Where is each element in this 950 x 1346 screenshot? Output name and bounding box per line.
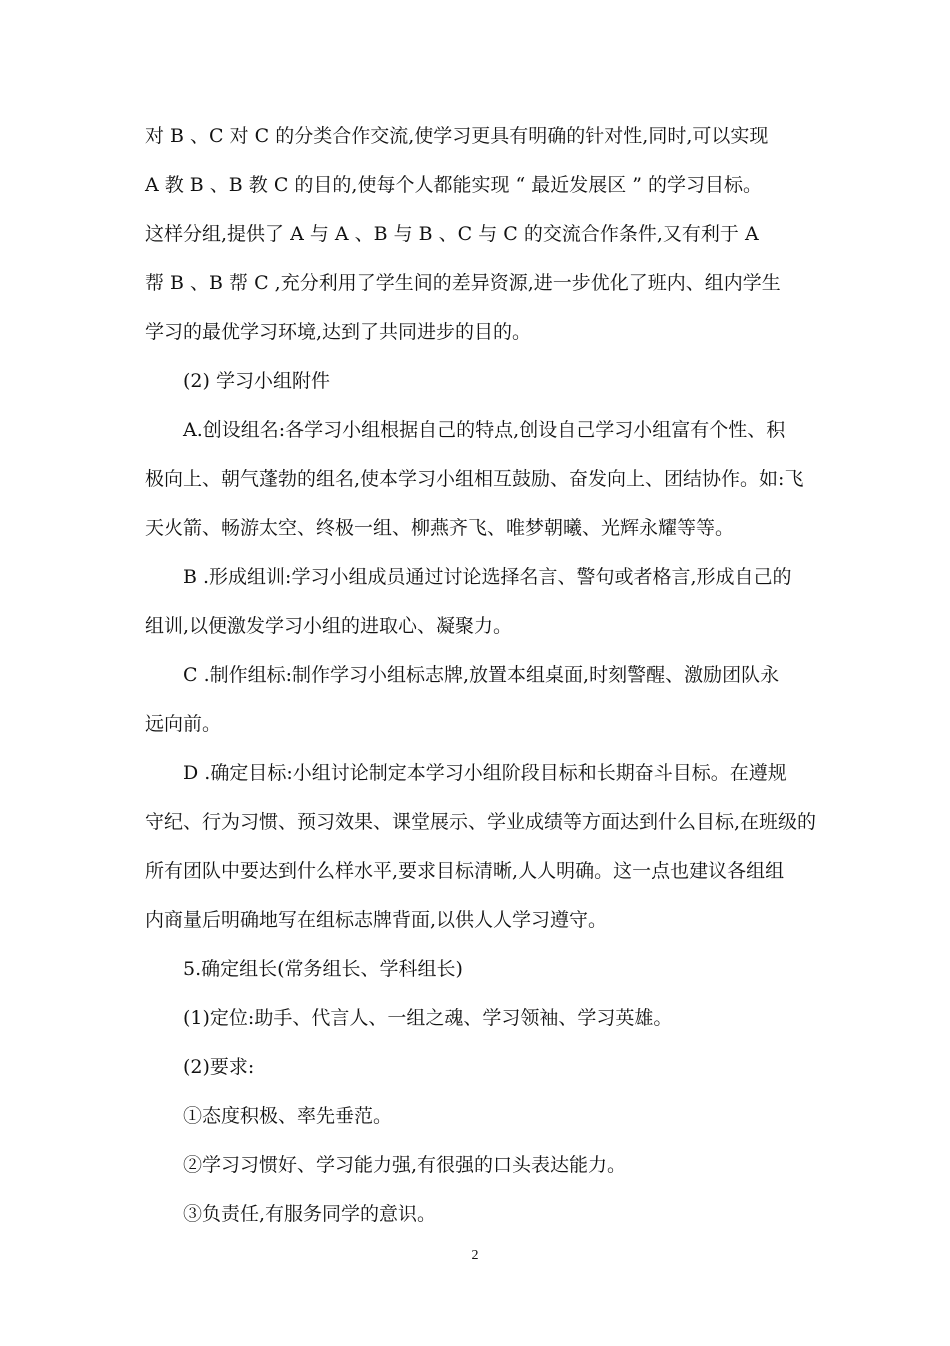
page-number: 2 — [471, 1248, 479, 1263]
list-item: (1)定位:助手、代言人、一组之魂、学习领袖、学习英雄。 — [183, 1007, 673, 1029]
paragraph-line: C .制作组标:制作学习小组标志牌,放置本组桌面,时刻警醒、激励团队永 — [183, 664, 780, 686]
paragraph-line: 极向上、朝气蓬勃的组名,使本学习小组相互鼓励、奋发向上、团结协作。如:飞 — [145, 468, 804, 490]
section-heading: (2) 学习小组附件 — [183, 370, 330, 392]
list-item: (2)要求: — [183, 1056, 255, 1078]
paragraph-line: 这样分组,提供了 A 与 A 、B 与 B 、C 与 C 的交流合作条件,又有利于 A — [145, 223, 759, 245]
paragraph-line: D .确定目标:小组讨论制定本学习小组阶段目标和长期奋斗目标。在遵规 — [183, 762, 787, 784]
list-item: ②学习习惯好、学习能力强,有很强的口头表达能力。 — [183, 1154, 627, 1176]
paragraph-line: 对 B 、C 对 C 的分类合作交流,使学习更具有明确的针对性,同时,可以实现 — [145, 125, 769, 147]
paragraph-line: 组训,以便激发学习小组的进取心、凝聚力。 — [145, 615, 513, 637]
paragraph-line: 远向前。 — [145, 713, 222, 735]
paragraph-line: 天火箭、畅游太空、终极一组、柳燕齐飞、唯梦朝曦、光辉永耀等等。 — [145, 517, 735, 539]
document-body — [145, 112, 817, 1239]
paragraph-line: 所有团队中要达到什么样水平,要求目标清晰,人人明确。这一点也建议各组组 — [145, 860, 785, 882]
section-heading: 5.确定组长(常务组长、学科组长) — [183, 958, 463, 980]
paragraph-line: 守纪、行为习惯、预习效果、课堂展示、学业成绩等方面达到什么目标,在班级的 — [145, 811, 817, 833]
list-item: ③负责任,有服务同学的意识。 — [183, 1203, 437, 1225]
paragraph-line: 学习的最优学习环境,达到了共同进步的目的。 — [145, 321, 532, 343]
list-item: ①态度积极、率先垂范。 — [183, 1105, 393, 1127]
paragraph-line: A 教 B 、B 教 C 的目的,使每个人都能实现 “ 最近发展区 ” 的学习目标。 — [145, 174, 763, 196]
paragraph-line: A.创设组名:各学习小组根据自己的特点,创设自己学习小组富有个性、积 — [183, 419, 786, 441]
paragraph-line: 内商量后明确地写在组标志牌背面,以供人人学习遵守。 — [145, 909, 608, 931]
paragraph-line: 帮 B 、B 帮 C ,充分利用了学生间的差异资源,进一步优化了班内、组内学生 — [145, 272, 781, 294]
paragraph-line: B .形成组训:学习小组成员通过讨论选择名言、警句或者格言,形成自己的 — [183, 566, 792, 588]
